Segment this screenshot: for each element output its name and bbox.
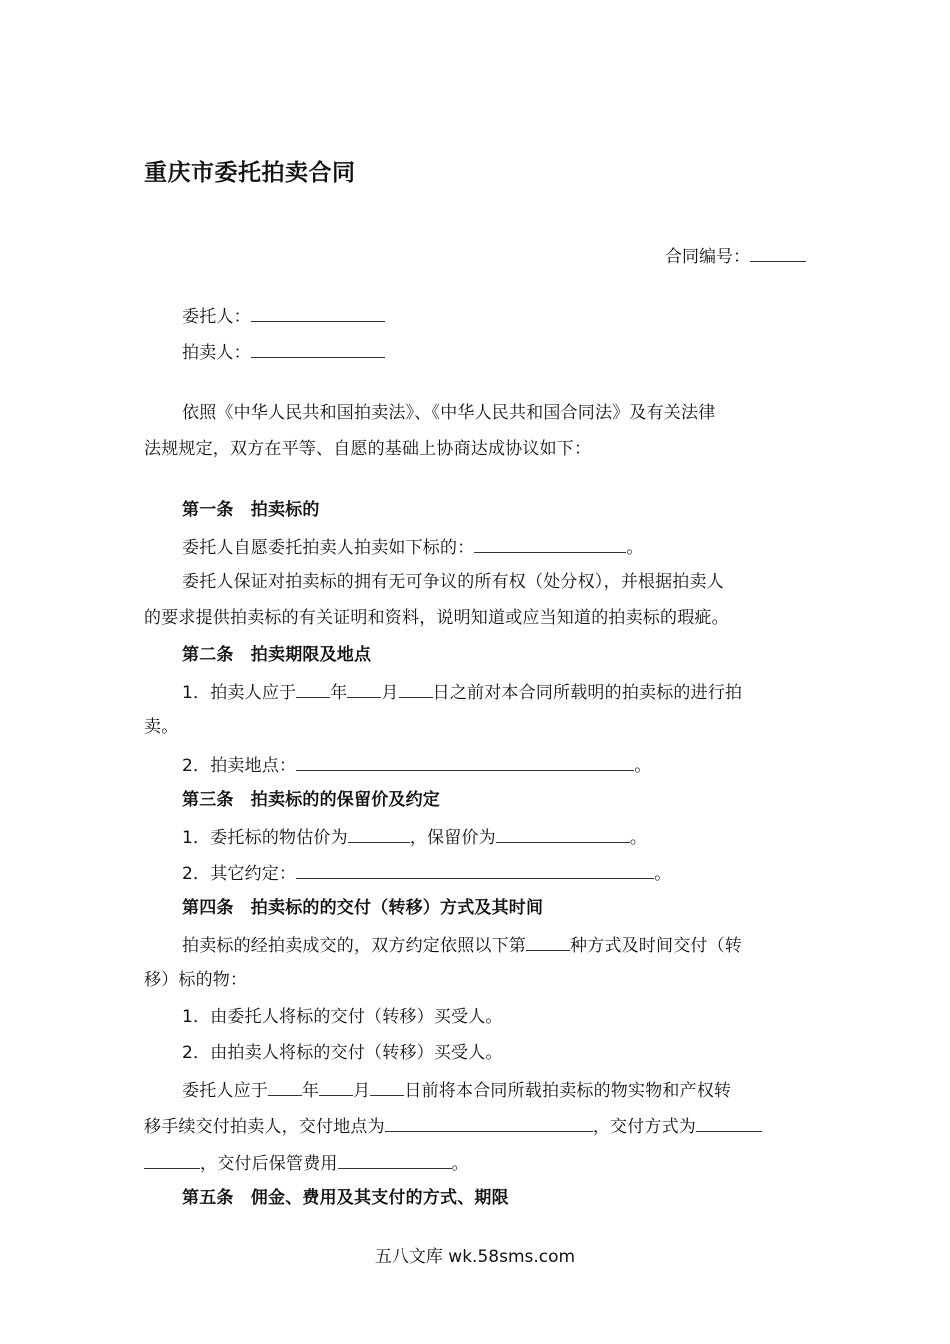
- delivery-place-blank: [385, 1113, 593, 1132]
- item-1-prefix: 1．委托标的物估价为: [182, 828, 348, 848]
- footer-watermark: 五八文库 wk.58sms.com: [374, 1247, 576, 1267]
- contract-title: 重庆市委托拍卖合同: [144, 160, 356, 186]
- article-4-heading: 第四条 拍卖标的的交付（转移）方式及其时间: [182, 898, 544, 918]
- method-number-blank: [526, 932, 570, 951]
- year-blank: [268, 1077, 302, 1096]
- contract-number-blank: [750, 243, 806, 262]
- article-3-heading: 第三条 拍卖标的的保留价及约定: [182, 790, 440, 810]
- month-label: 月: [353, 1081, 371, 1101]
- valuation-blank: [348, 824, 410, 843]
- month-label: 月: [381, 683, 399, 703]
- auction-location-blank: [296, 752, 634, 771]
- article-4-para-1: [144, 932, 844, 958]
- auction-object-blank: [474, 534, 626, 553]
- year-label: 年: [330, 683, 348, 703]
- delivery-method-blank: [696, 1113, 762, 1132]
- year-label: 年: [302, 1081, 320, 1101]
- p2-suffix: 日前将本合同所载拍卖标的物实物和产权转: [404, 1081, 732, 1101]
- item-2-prefix: 2．其它约定：: [182, 864, 297, 884]
- year-blank: [296, 679, 330, 698]
- item-1-suffix: 日之前对本合同所载明的拍卖标的进行拍: [432, 683, 743, 703]
- auctioneer-line: [144, 339, 844, 365]
- p2-line3-mid: ，交付后保管费用: [200, 1154, 338, 1174]
- p2-line2-mid: ，交付方式为: [592, 1117, 697, 1137]
- period: 。: [451, 1154, 469, 1174]
- day-blank: [399, 679, 433, 698]
- article-2-heading: 第二条 拍卖期限及地点: [182, 645, 372, 665]
- article-1-heading: 第一条 拍卖标的: [182, 500, 320, 520]
- month-blank: [347, 679, 381, 698]
- period: 。: [626, 538, 644, 558]
- reserve-price-blank: [496, 824, 630, 843]
- article-2-item-1: [144, 679, 844, 705]
- auctioneer-label: 拍卖人：: [182, 343, 251, 363]
- p2-line2-prefix: 移手续交付拍卖人，交付地点为: [144, 1117, 385, 1137]
- preamble-line-1: 依照《中华人民共和国拍卖法》、《中华人民共和国合同法》及有关法律: [182, 403, 716, 423]
- article-4-para-2: [144, 1077, 844, 1103]
- storage-fee-blank: [338, 1150, 452, 1169]
- month-blank: [319, 1077, 353, 1096]
- p1-prefix: 拍卖标的经拍卖成交的，双方约定依照以下第: [182, 936, 526, 956]
- article-5-heading: 第五条 佣金、费用及其支付的方式、期限: [182, 1188, 509, 1208]
- article-4-para-2-line-2: [144, 1113, 806, 1139]
- entruster-line: [144, 303, 844, 329]
- article-1-para-2-line-1: 委托人保证对拍卖标的拥有无可争议的所有权（处分权），并根据拍卖人: [182, 572, 724, 592]
- entruster-blank: [251, 303, 385, 322]
- p1-suffix: 种方式及时间交付（转: [570, 936, 742, 956]
- period: 。: [634, 756, 652, 776]
- article-4-item-2: 2．由拍卖人将标的交付（转移）买受人。: [182, 1043, 503, 1063]
- item-1-mid: ，保留价为: [409, 828, 496, 848]
- article-1-para-1: [144, 534, 844, 560]
- article-3-item-1: [144, 824, 844, 850]
- preamble-line-2: 法规规定，双方在平等、自愿的基础上协商达成协议如下：: [144, 439, 592, 459]
- article-4-para-2-line-3: [144, 1150, 806, 1176]
- day-blank: [370, 1077, 404, 1096]
- period: 。: [654, 864, 672, 884]
- contract-number: [665, 242, 806, 267]
- period: 。: [629, 828, 648, 848]
- entruster-label: 委托人：: [182, 307, 251, 327]
- delivery-method-blank-cont: [144, 1150, 200, 1169]
- item-2-prefix: 2．拍卖地点：: [182, 756, 297, 776]
- auctioneer-blank: [251, 339, 385, 358]
- article-1-para-2-line-2: 的要求提供拍卖标的有关证明和资料，说明知道或应当知道的拍卖标的瑕疵。: [144, 608, 729, 628]
- item-1-prefix: 1．拍卖人应于: [182, 683, 297, 703]
- contract-number-label: 合同编号：: [665, 247, 750, 267]
- article-2-item-2: [144, 752, 844, 778]
- article-4-para-1-line-2: 移）标的物：: [144, 970, 248, 990]
- article-2-item-1-line-2: 卖。: [144, 717, 179, 737]
- p2-prefix: 委托人应于: [182, 1081, 268, 1101]
- article-3-item-2: [144, 860, 844, 886]
- article-1-p1-text: 委托人自愿委托拍卖人拍卖如下标的：: [182, 538, 475, 558]
- other-terms-blank: [296, 860, 654, 879]
- article-4-item-1: 1．由委托人将标的交付（转移）买受人。: [182, 1007, 503, 1027]
